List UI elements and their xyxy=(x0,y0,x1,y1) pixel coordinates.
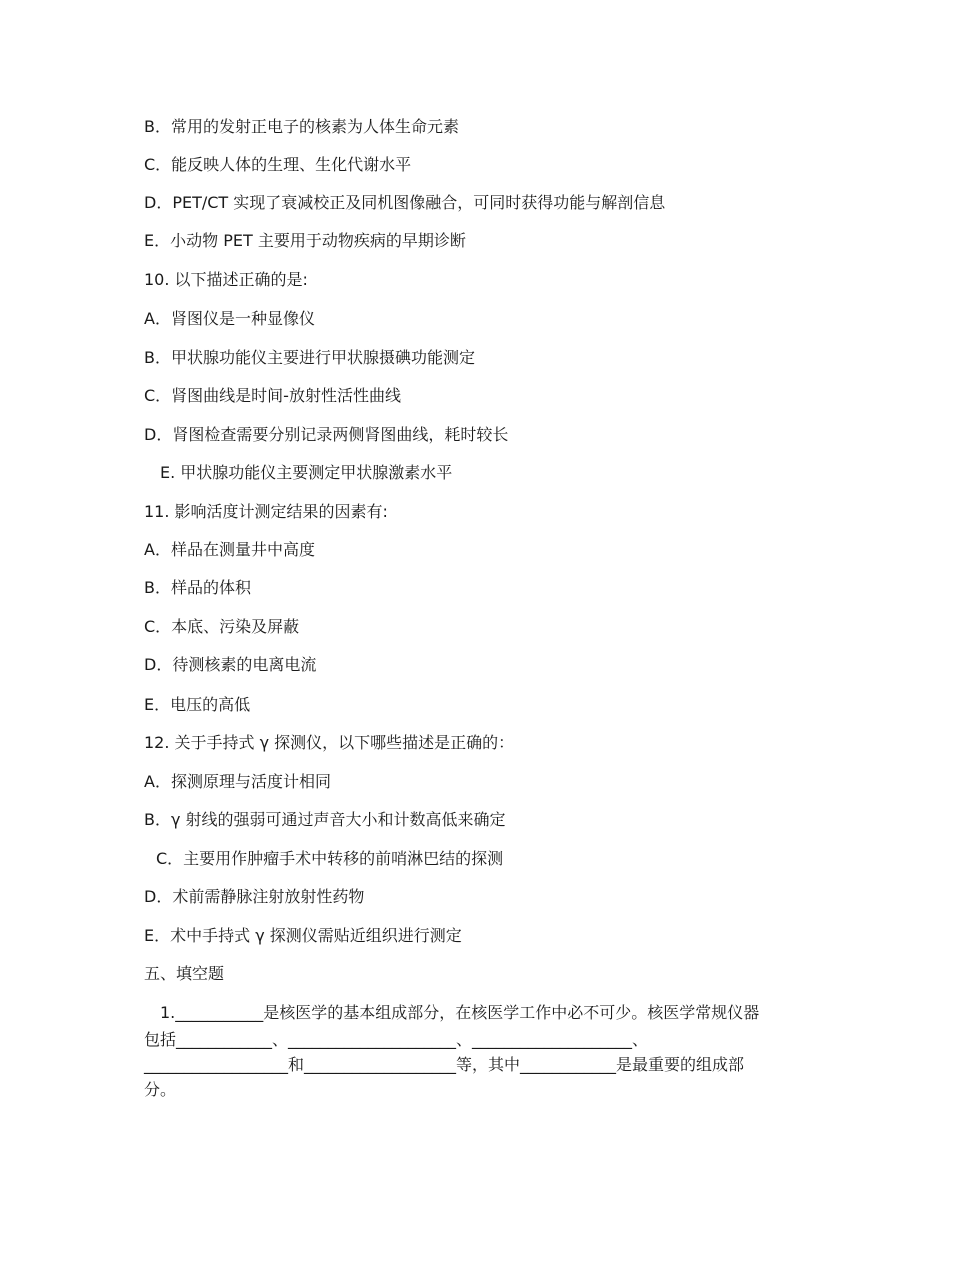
option-11c: C．本底、污染及屏蔽 xyxy=(144,617,300,636)
option-9e: E．小动物 PET 主要用于动物疾病的早期诊断 xyxy=(144,231,466,250)
fill-blank-line-4: 分。 xyxy=(144,1080,177,1099)
fill-blank-line-3: __________________和___________________等，其中____________是最重要的组成部 xyxy=(144,1055,745,1074)
fill-blank-line-2: 包括____________、_____________________、____________________、 xyxy=(144,1030,649,1049)
question-11: 11. 影响活度计测定结果的因素有: xyxy=(144,502,388,521)
option-10c: C．肾图曲线是时间-放射性活性曲线 xyxy=(144,386,401,405)
option-12c: C．主要用作肿瘤手术中转移的前哨淋巴结的探测 xyxy=(156,849,504,868)
section-heading-fill-blank: 五、填空题 xyxy=(144,964,225,983)
question-12: 12. 关于手持式 γ 探测仪，以下哪些描述是正确的： xyxy=(144,733,515,752)
option-10a: A．肾图仪是一种显像仪 xyxy=(144,309,315,328)
option-11d: D．待测核素的电离电流 xyxy=(144,655,317,674)
option-12b: B．γ 射线的强弱可通过声音大小和计数高低来确定 xyxy=(144,810,506,829)
option-11a: A．样品在测量井中高度 xyxy=(144,540,315,559)
option-9c: C．能反映人体的生理、生化代谢水平 xyxy=(144,155,412,174)
option-12d: D．术前需静脉注射放射性药物 xyxy=(144,887,365,906)
option-12e: E．术中手持式 γ 探测仪需贴近组织进行测定 xyxy=(144,926,462,945)
option-9d: D．PET/CT 实现了衰减校正及同机图像融合，可同时获得功能与解剖信息 xyxy=(144,193,666,212)
option-12a: A．探测原理与活度计相同 xyxy=(144,772,331,791)
option-9b: B．常用的发射正电子的核素为人体生命元素 xyxy=(144,117,459,136)
option-10d: D．肾图检查需要分别记录两侧肾图曲线，耗时较长 xyxy=(144,425,509,444)
option-11e: E．电压的高低 xyxy=(144,695,251,714)
fill-blank-line-1: 1.___________是核医学的基本组成部分，在核医学工作中必不可少。核医学常规仪器 xyxy=(160,1003,760,1022)
option-10e: E. 甲状腺功能仪主要测定甲状腺激素水平 xyxy=(160,463,453,482)
option-10b: B．甲状腺功能仪主要进行甲状腺摄碘功能测定 xyxy=(144,348,475,367)
option-11b: B．样品的体积 xyxy=(144,578,251,597)
question-10: 10. 以下描述正确的是: xyxy=(144,270,308,289)
